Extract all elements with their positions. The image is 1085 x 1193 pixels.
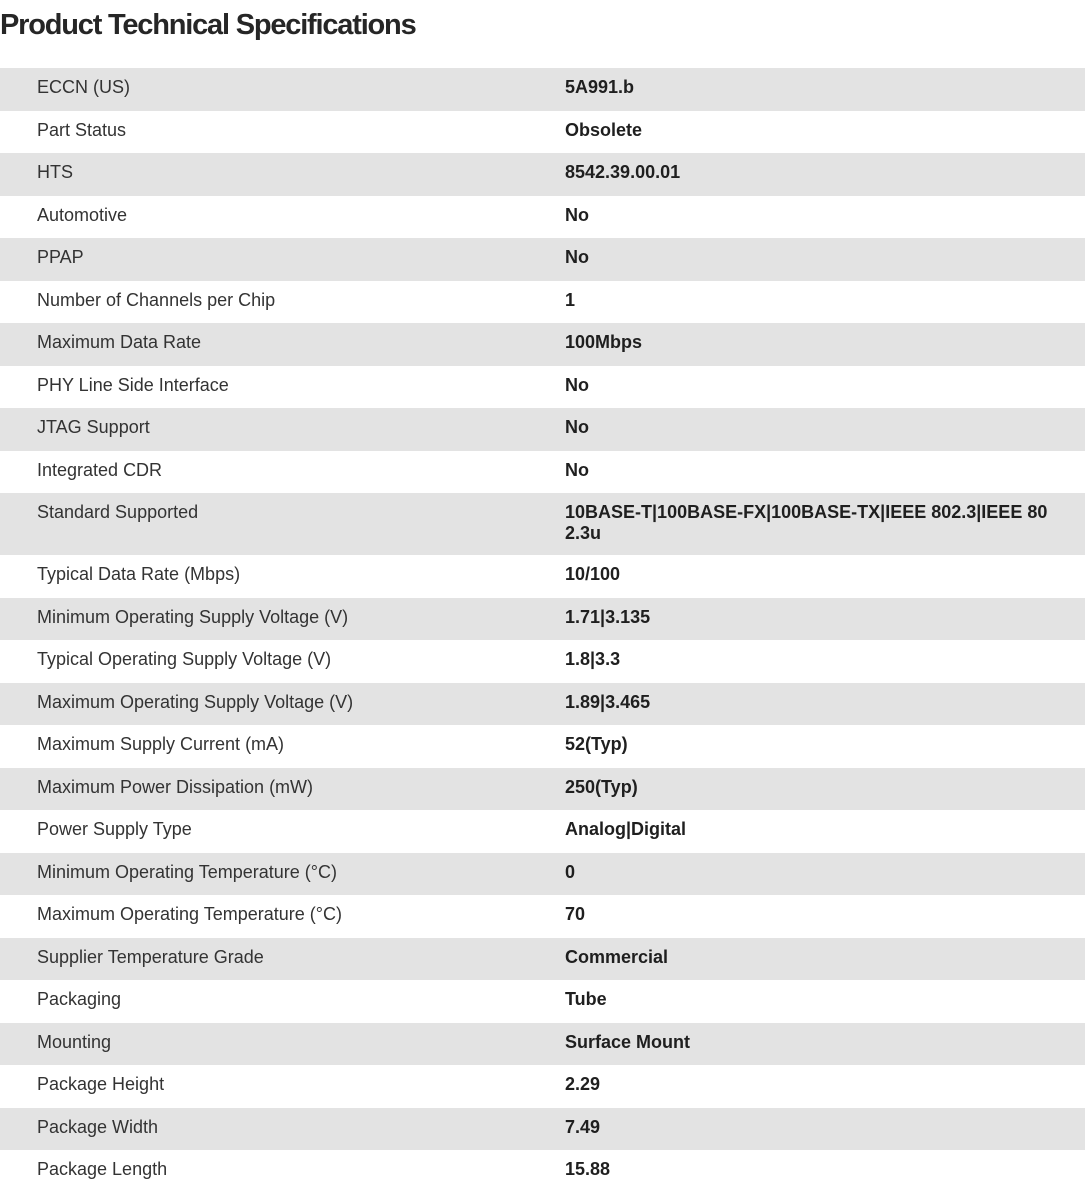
spec-row-max-supply-current [0,725,1085,768]
spec-row-package-height [0,1065,1085,1108]
spec-label: JTAG Support [37,417,150,437]
spec-label: Maximum Supply Current (mA) [37,734,285,754]
spec-row-power-supply-type [0,810,1085,853]
spec-label: Package Length [37,1159,168,1179]
spec-value: 2.29 [565,1074,601,1094]
spec-row-ppap [0,238,1085,281]
spec-label: Power Supply Type [37,819,192,839]
spec-value: Obsolete [565,119,643,140]
spec-value: 8542.39.00.01 [565,162,681,182]
spec-label: Standard Supported [37,502,199,522]
spec-value: Commercial [565,946,669,967]
spec-label: Mounting [37,1031,112,1052]
spec-value: No [565,247,589,267]
spec-value: 5A991.b [565,77,635,97]
spec-label: Typical Operating Supply Voltage (V) [37,649,332,669]
spec-row-max-supply-voltage [0,683,1085,726]
spec-row-mounting [0,1023,1085,1066]
spec-label: HTS [37,162,73,182]
spec-value: 1 [565,289,576,310]
spec-row-max-power-dissipation [0,768,1085,811]
spec-label: PHY Line Side Interface [37,374,229,395]
page-title: Product Technical Specifications [0,9,416,41]
spec-value: 100Mbps [565,332,643,352]
spec-value: No [565,459,589,480]
spec-row-automotive [0,196,1085,239]
spec-label: Maximum Power Dissipation (mW) [37,776,314,797]
spec-value: 250(Typ) [565,776,638,797]
spec-value: Tube [565,989,607,1009]
spec-row-packaging [0,980,1085,1023]
spec-label: ECCN (US) [37,77,130,97]
spec-row-eccn [0,68,1085,111]
spec-label: Minimum Operating Supply Voltage (V) [37,606,349,627]
spec-label: Minimum Operating Temperature (°C) [37,861,337,882]
spec-value: 10BASE-T|100BASE-FX|100BASE-TX|IEEE 802.3|IEEE 802.3u [565,502,1048,543]
spec-row-typical-data-rate [0,555,1085,598]
spec-value: Surface Mount [565,1031,691,1052]
spec-row-phy-line-side [0,366,1085,409]
spec-row-jtag [0,408,1085,451]
spec-value: 0 [565,861,576,882]
spec-row-integrated-cdr [0,451,1085,494]
spec-row-max-data-rate [0,323,1085,366]
spec-table [0,68,1085,1193]
spec-label: Package Height [37,1074,165,1094]
spec-row-part-status [0,111,1085,154]
spec-label: Maximum Data Rate [37,332,202,352]
spec-label: Automotive [37,204,128,225]
spec-value: Analog|Digital [565,819,687,839]
spec-row-typ-supply-voltage [0,640,1085,683]
spec-value: 15.88 [565,1159,611,1179]
spec-label: Typical Data Rate (Mbps) [37,564,241,584]
spec-row-package-width [0,1108,1085,1151]
spec-row-hts [0,153,1085,196]
spec-label: Maximum Operating Supply Voltage (V) [37,691,354,712]
spec-label: Supplier Temperature Grade [37,946,264,967]
spec-value: 70 [565,904,586,924]
spec-label: Package Width [37,1116,159,1137]
spec-row-standard-supported [0,493,1085,555]
spec-value: 1.89|3.465 [565,691,651,712]
spec-value: No [565,374,589,395]
spec-label: Integrated CDR [37,459,163,480]
spec-row-temperature-grade [0,938,1085,981]
spec-row-min-operating-temp [0,853,1085,896]
spec-value: 1.71|3.135 [565,606,651,627]
spec-label: Packaging [37,989,122,1009]
spec-row-channels [0,281,1085,324]
spec-label: PPAP [37,247,84,267]
spec-value: 7.49 [565,1116,601,1137]
spec-row-package-length [0,1150,1085,1193]
spec-row-max-operating-temp [0,895,1085,938]
spec-row-min-supply-voltage [0,598,1085,641]
spec-value: No [565,204,589,225]
spec-value: No [565,417,589,437]
spec-value: 10/100 [565,564,621,584]
spec-value: 52(Typ) [565,734,628,754]
spec-label: Maximum Operating Temperature (°C) [37,904,342,924]
spec-label: Part Status [37,119,127,140]
spec-value: 1.8|3.3 [565,649,621,669]
spec-label: Number of Channels per Chip [37,289,276,310]
